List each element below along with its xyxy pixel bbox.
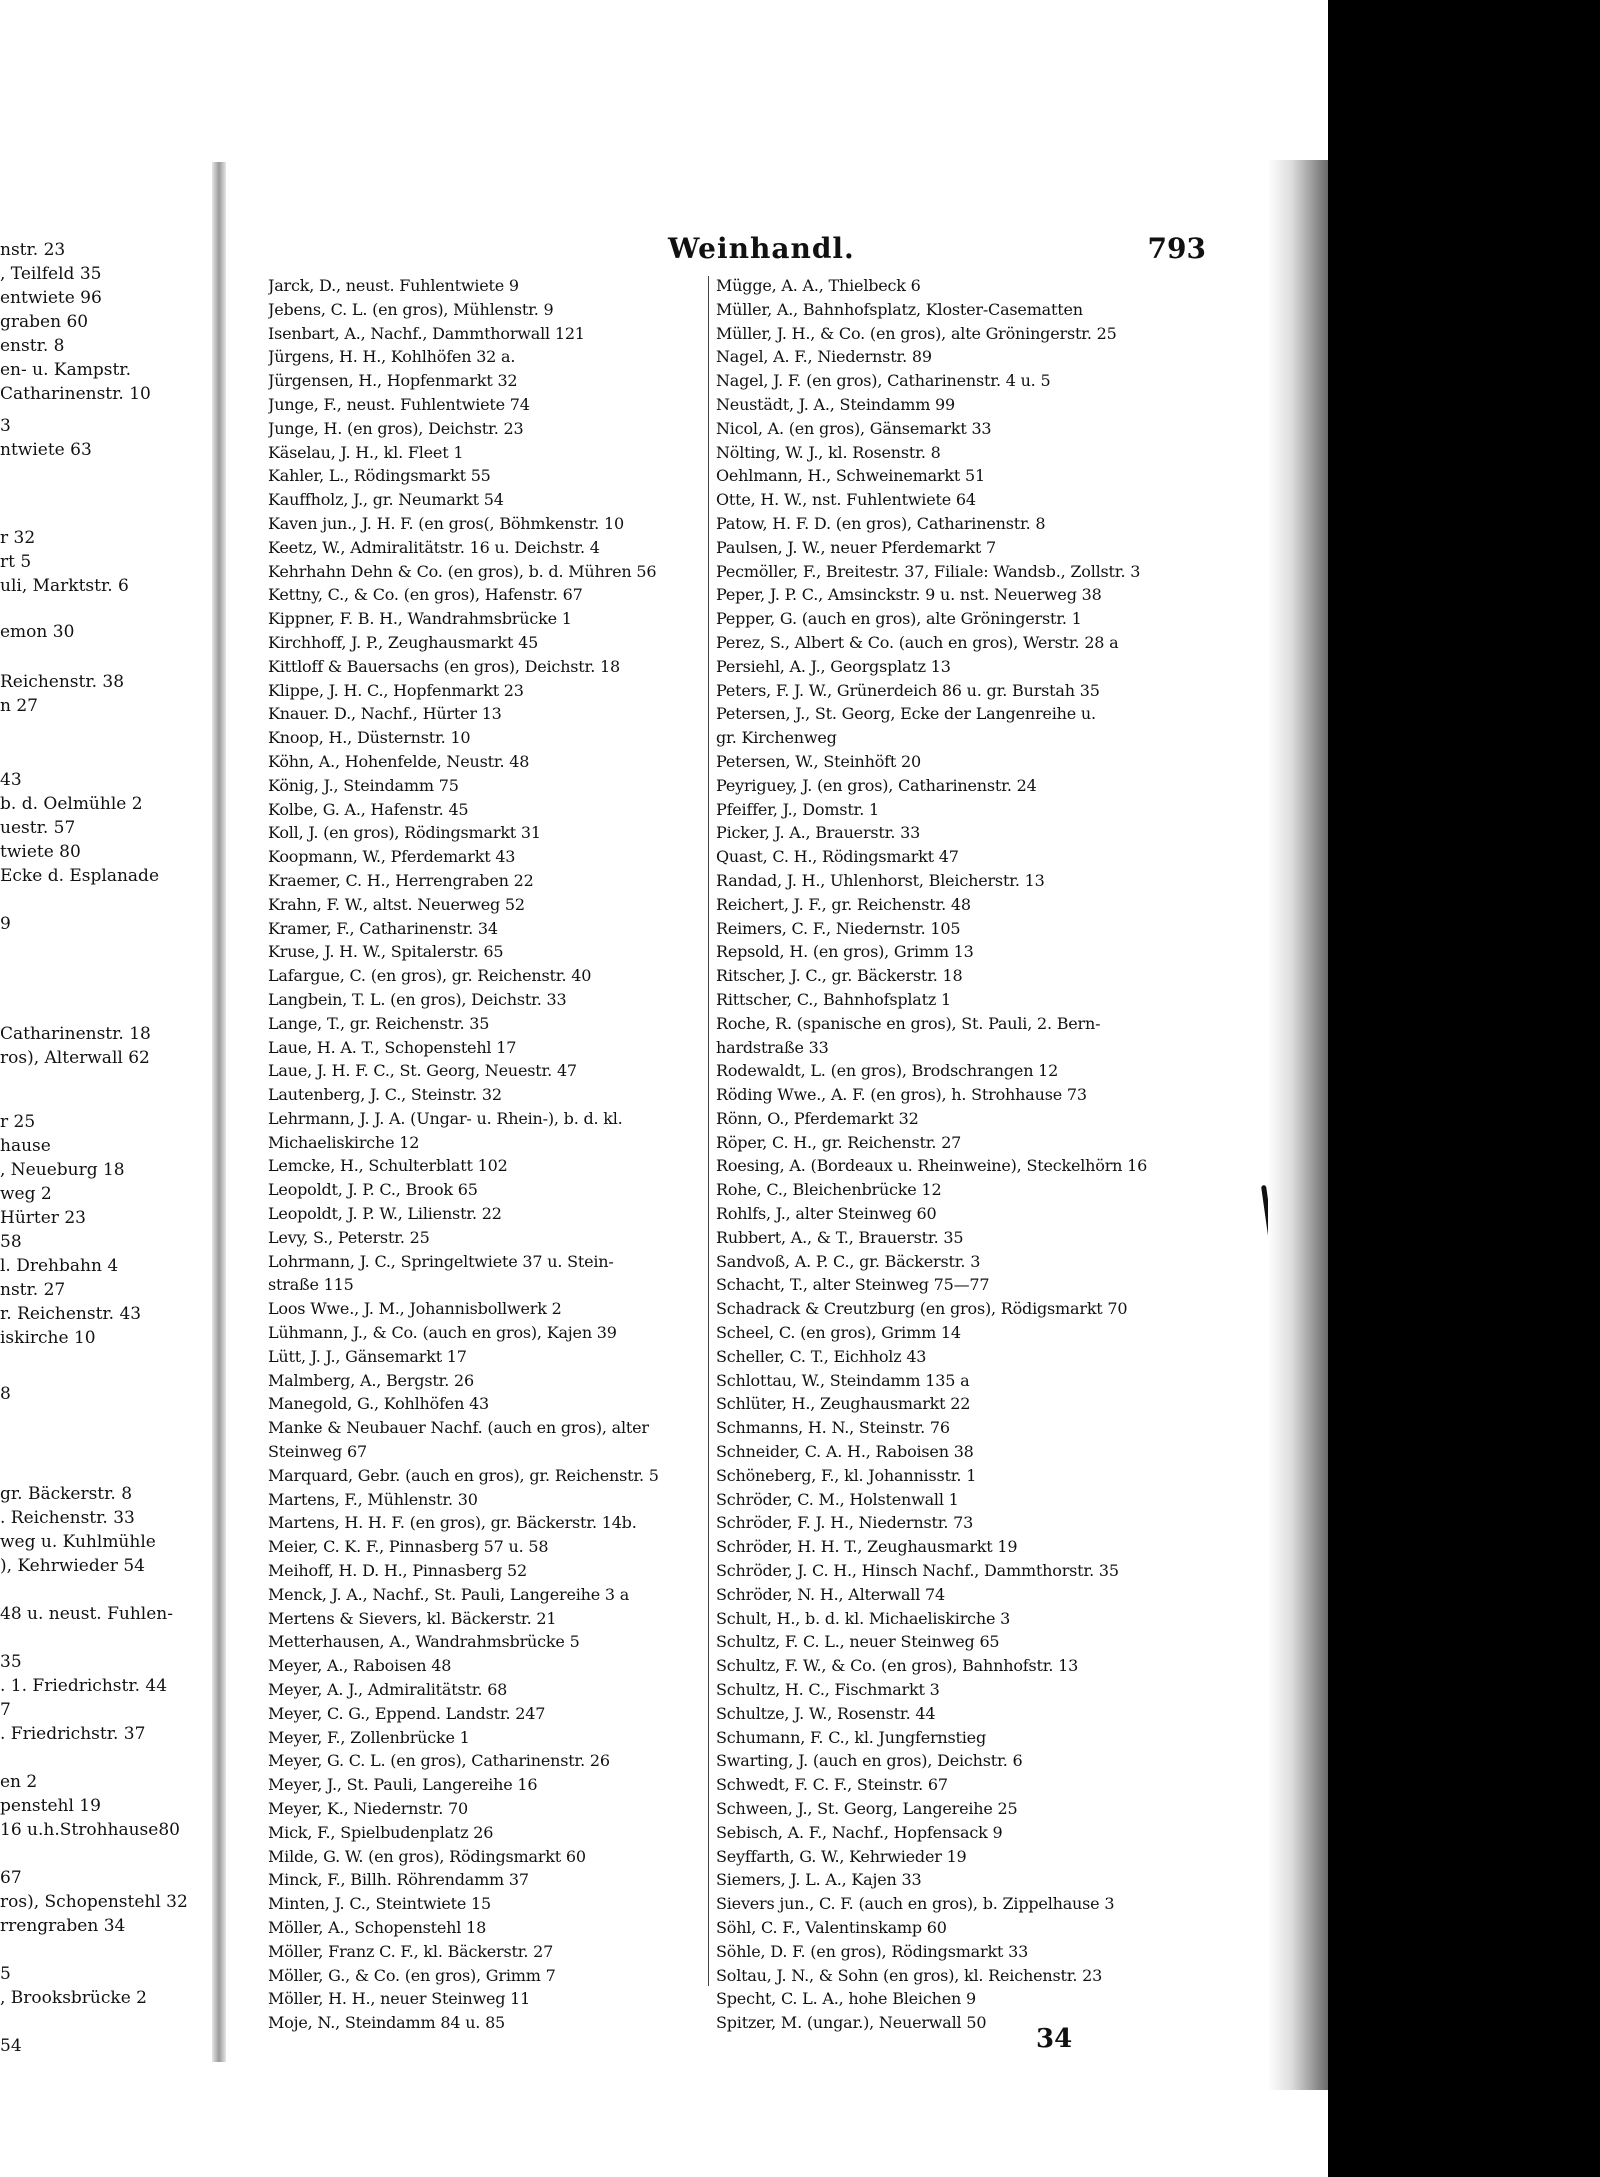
left-page-line: 48 u. neust. Fuhlen-: [0, 1604, 173, 1624]
left-page-line: , Neueburg 18: [0, 1160, 125, 1180]
directory-entry: Laue, H. A. T., Schopenstehl 17: [268, 1037, 517, 1057]
directory-entry: Rubbert, A., & T., Brauerstr. 35: [716, 1227, 964, 1247]
directory-entry: Schumann, F. C., kl. Jungfernstieg: [716, 1727, 986, 1747]
left-page-line: r 32: [0, 528, 36, 548]
directory-entry: Michaeliskirche 12: [268, 1132, 420, 1152]
directory-entry: Schröder, N. H., Alterwall 74: [716, 1584, 945, 1604]
directory-entry: Junge, F., neust. Fuhlentwiete 74: [268, 394, 530, 414]
directory-entry: Ritscher, J. C., gr. Bäckerstr. 18: [716, 966, 963, 986]
left-page-line: Hürter 23: [0, 1208, 86, 1228]
running-header-title: Weinhandl.: [668, 232, 855, 265]
left-page-line: enstr. 8: [0, 336, 65, 356]
directory-entry: Kittloff & Bauersachs (en gros), Deichstr. 18: [268, 656, 620, 676]
directory-entry: Marquard, Gebr. (auch en gros), gr. Reichenstr. 5: [268, 1465, 659, 1485]
directory-entry: Möller, Franz C. F., kl. Bäckerstr. 27: [268, 1941, 554, 1961]
left-page-line: r 25: [0, 1112, 36, 1132]
directory-entry: Perez, S., Albert & Co. (auch en gros), Werstr. 28 a: [716, 632, 1119, 652]
directory-entry: Manke & Neubauer Nachf. (auch en gros), alter: [268, 1418, 649, 1438]
directory-entry: Lafargue, C. (en gros), gr. Reichenstr. 40: [268, 966, 592, 986]
directory-entry: Müller, A., Bahnhofsplatz, Kloster-Casematten: [716, 299, 1083, 319]
directory-entry: Meihoff, H. D. H., Pinnasberg 52: [268, 1561, 528, 1581]
directory-column-right: [716, 274, 1181, 2035]
directory-entry: Leopoldt, J. P. C., Brook 65: [268, 1180, 478, 1200]
directory-entry: Minck, F., Billh. Röhrendamm 37: [268, 1870, 529, 1890]
left-page-line: ntwiete 63: [0, 440, 92, 460]
directory-entry: Spitzer, M. (ungar.), Neuerwall 50: [716, 2013, 987, 2033]
left-page-line: n 27: [0, 696, 38, 716]
directory-entry: Möller, G., & Co. (en gros), Grimm 7: [268, 1965, 556, 1985]
left-page-line: en 2: [0, 1772, 38, 1792]
left-page-line: penstehl 19: [0, 1796, 101, 1816]
right-page: [228, 150, 1268, 2070]
directory-entry: Schröder, H. H. T., Zeughausmarkt 19: [716, 1537, 1018, 1557]
directory-entry: Meier, C. K. F., Pinnasberg 57 u. 58: [268, 1537, 549, 1557]
left-page-line: emon 30: [0, 622, 75, 642]
directory-entry: Loos Wwe., J. M., Johannisbollwerk 2: [268, 1299, 562, 1319]
directory-entry: Schacht, T., alter Steinweg 75—77: [716, 1275, 990, 1295]
directory-entry: Köhn, A., Hohenfelde, Neustr. 48: [268, 751, 530, 771]
directory-entry: Rittscher, C., Bahnhofsplatz 1: [716, 989, 951, 1009]
directory-entry: Petersen, W., Steinhöft 20: [716, 751, 921, 771]
left-page-line: Catharinenstr. 18: [0, 1024, 151, 1044]
directory-entry: Schröder, J. C. H., Hinsch Nachf., Dammthorstr. 35: [716, 1561, 1119, 1581]
directory-entry: Kraemer, C. H., Herrengraben 22: [268, 870, 534, 890]
directory-entry: Martens, H. H. F. (en gros), gr. Bäckerstr. 14b.: [268, 1513, 637, 1533]
directory-entry: Levy, S., Peterstr. 25: [268, 1227, 430, 1247]
directory-entry: Steinweg 67: [268, 1442, 367, 1462]
left-page-line: gr. Bäckerstr. 8: [0, 1484, 133, 1504]
directory-entry: Sievers jun., C. F. (auch en gros), b. Zippelhause 3: [716, 1894, 1115, 1914]
directory-entry: Specht, C. L. A., hohe Bleichen 9: [716, 1989, 976, 2009]
left-page-line: 9: [0, 914, 11, 934]
directory-entry: Lohrmann, J. C., Springeltwiete 37 u. Stein-: [268, 1251, 614, 1271]
directory-entry: Randad, J. H., Uhlenhorst, Bleicherstr. 13: [716, 870, 1045, 890]
directory-entry: Schultz, H. C., Fischmarkt 3: [716, 1680, 940, 1700]
left-page-line: l. Drehbahn 4: [0, 1256, 119, 1276]
left-page-line: 5: [0, 1964, 11, 1984]
left-page-line: , Teilfeld 35: [0, 264, 102, 284]
directory-entry: Peper, J. P. C., Amsinckstr. 9 u. nst. Neuerweg 38: [716, 585, 1102, 605]
directory-entry: Moje, N., Steindamm 84 u. 85: [268, 2013, 506, 2033]
directory-entry: Metterhausen, A., Wandrahmsbrücke 5: [268, 1632, 580, 1652]
directory-entry: Quast, C. H., Rödingsmarkt 47: [716, 847, 959, 867]
directory-entry: König, J., Steindamm 75: [268, 775, 459, 795]
left-page-line: iskirche 10: [0, 1328, 96, 1348]
left-page-line: graben 60: [0, 312, 89, 332]
directory-entry: Kolbe, G. A., Hafenstr. 45: [268, 799, 469, 819]
directory-entry: Lütt, J. J., Gänsemarkt 17: [268, 1346, 467, 1366]
directory-entry: Lehrmann, J. J. A. (Ungar- u. Rhein-), b. d. kl.: [268, 1108, 623, 1128]
directory-entry: Koll, J. (en gros), Rödingsmarkt 31: [268, 823, 541, 843]
left-page-line: 7: [0, 1700, 11, 1720]
left-page-line: uestr. 57: [0, 818, 76, 838]
left-page-line: 3: [0, 416, 11, 436]
directory-entry: Schmanns, H. N., Steinstr. 76: [716, 1418, 950, 1438]
directory-entry: Kramer, F., Catharinenstr. 34: [268, 918, 498, 938]
left-page-line: 43: [0, 770, 22, 790]
directory-entry: Kahler, L., Rödingsmarkt 55: [268, 466, 491, 486]
left-page-line: 67: [0, 1868, 22, 1888]
left-page-line: 16 u.h.Strohhause80: [0, 1820, 180, 1840]
directory-entry: Laue, J. H. F. C., St. Georg, Neuestr. 47: [268, 1061, 577, 1081]
directory-column-left: [268, 274, 733, 2035]
left-page-line: 58: [0, 1232, 22, 1252]
directory-entry: Meyer, G. C. L. (en gros), Catharinenstr. 26: [268, 1751, 610, 1771]
left-page-line: entwiete 96: [0, 288, 102, 308]
directory-entry: Schultze, J. W., Rosenstr. 44: [716, 1703, 936, 1723]
directory-entry: Leopoldt, J. P. W., Lilienstr. 22: [268, 1204, 502, 1224]
directory-entry: Meyer, F., Zollenbrücke 1: [268, 1727, 470, 1747]
directory-entry: Schween, J., St. Georg, Langereihe 25: [716, 1799, 1018, 1818]
left-page-line: weg 2: [0, 1184, 52, 1204]
directory-entry: Krahn, F. W., altst. Neuerweg 52: [268, 894, 525, 914]
directory-entry: Rönn, O., Pferdemarkt 32: [716, 1108, 919, 1128]
directory-entry: Keetz, W., Admiralitätstr. 16 u. Deichstr. 4: [268, 537, 600, 557]
directory-entry: Mügge, A. A., Thielbeck 6: [716, 276, 921, 295]
directory-entry: Repsold, H. (en gros), Grimm 13: [716, 942, 974, 962]
directory-entry: Nagel, J. F. (en gros), Catharinenstr. 4 u. 5: [716, 371, 1051, 391]
left-page-line: 35: [0, 1652, 22, 1672]
directory-entry: Malmberg, A., Bergstr. 26: [268, 1370, 474, 1390]
directory-entry: Langbein, T. L. (en gros), Deichstr. 33: [268, 989, 567, 1009]
page-number: 793: [1147, 232, 1206, 265]
left-page-line: ros), Alterwall 62: [0, 1048, 150, 1068]
directory-entry: Lemcke, H., Schulterblatt 102: [268, 1156, 508, 1176]
column-divider: [708, 276, 709, 1986]
directory-entry: Neustädt, J. A., Steindamm 99: [716, 394, 956, 414]
left-page-line: twiete 80: [0, 842, 81, 862]
left-page-line: 8: [0, 1384, 11, 1404]
directory-entry: Sandvoß, A. P. C., gr. Bäckerstr. 3: [716, 1251, 981, 1271]
directory-entry: Rohlfs, J., alter Steinweg 60: [716, 1204, 937, 1224]
left-page-line: , Brooksbrücke 2: [0, 1988, 147, 2008]
left-page-line: Reichenstr. 38: [0, 672, 125, 692]
directory-entry: Peters, F. J. W., Grünerdeich 86 u. gr. Burstah 35: [716, 680, 1100, 700]
left-page-line: rt 5: [0, 552, 32, 572]
directory-entry: Kettny, C., & Co. (en gros), Hafenstr. 67: [268, 585, 583, 605]
directory-entry: Knauer. D., Nachf., Hürter 13: [268, 704, 502, 724]
left-page-line: r. Reichenstr. 43: [0, 1304, 142, 1324]
left-page-line: uli, Marktstr. 6: [0, 576, 129, 596]
directory-entry: Scheller, C. T., Eichholz 43: [716, 1346, 927, 1366]
left-page-line: rrengraben 34: [0, 1916, 126, 1936]
directory-entry: Kippner, F. B. H., Wandrahmsbrücke 1: [268, 609, 572, 629]
directory-entry: Möller, A., Schopenstehl 18: [268, 1917, 487, 1937]
directory-entry: Kauffholz, J., gr. Neumarkt 54: [268, 490, 504, 510]
scan-background: [1328, 0, 1600, 2177]
directory-entry: Käselau, J. H., kl. Fleet 1: [268, 442, 464, 462]
directory-entry: straße 115: [268, 1275, 354, 1295]
directory-entry: Petersen, J., St. Georg, Ecke der Langenreihe u.: [716, 704, 1096, 724]
directory-entry: Meyer, K., Niedernstr. 70: [268, 1799, 468, 1818]
directory-entry: Lühmann, J., & Co. (auch en gros), Kajen 39: [268, 1323, 617, 1343]
directory-entry: Lange, T., gr. Reichenstr. 35: [268, 1013, 490, 1033]
directory-entry: Kehrhahn Dehn & Co. (en gros), b. d. Mühren 56: [268, 561, 657, 581]
directory-entry: Rodewaldt, L. (en gros), Brodschrangen 12: [716, 1061, 1059, 1081]
directory-entry: Meyer, A. J., Admiralitätstr. 68: [268, 1680, 508, 1700]
directory-entry: Schult, H., b. d. kl. Michaeliskirche 3: [716, 1608, 1011, 1628]
directory-entry: Jebens, C. L. (en gros), Mühlenstr. 9: [268, 299, 554, 319]
directory-entry: gr. Kirchenweg: [716, 728, 837, 748]
directory-entry: Oehlmann, H., Schweinemarkt 51: [716, 466, 985, 486]
directory-entry: Junge, H. (en gros), Deichstr. 23: [268, 418, 524, 438]
directory-entry: Kirchhoff, J. P., Zeughausmarkt 45: [268, 632, 539, 652]
left-page-line: ros), Schopenstehl 32: [0, 1892, 188, 1912]
left-page-line: nstr. 27: [0, 1280, 66, 1300]
left-page-line: hause: [0, 1136, 51, 1156]
left-page-line: weg u. Kuhlmühle: [0, 1532, 156, 1552]
directory-entry: Schöneberg, F., kl. Johannisstr. 1: [716, 1465, 977, 1485]
directory-entry: Jarck, D., neust. Fuhlentwiete 9: [268, 276, 519, 295]
directory-entry: Kruse, J. H. W., Spitalerstr. 65: [268, 942, 504, 962]
directory-entry: Otte, H. W., nst. Fuhlentwiete 64: [716, 490, 976, 510]
directory-entry: Milde, G. W. (en gros), Rödingsmarkt 60: [268, 1846, 586, 1866]
directory-entry: Mick, F., Spielbudenplatz 26: [268, 1822, 494, 1842]
directory-entry: Müller, J. H., & Co. (en gros), alte Gröningerstr. 25: [716, 323, 1117, 343]
left-page-line: . Reichenstr. 33: [0, 1508, 135, 1528]
directory-entry: Pecmöller, F., Breitestr. 37, Filiale: Wandsb., Zollstr. 3: [716, 561, 1141, 581]
directory-entry: Reimers, C. F., Niedernstr. 105: [716, 918, 961, 938]
directory-entry: Roesing, A. (Bordeaux u. Rheinweine), Steckelhörn 16: [716, 1156, 1148, 1176]
directory-entry: Sebisch, A. F., Nachf., Hopfensack 9: [716, 1822, 1003, 1842]
directory-entry: Meyer, A., Raboisen 48: [268, 1656, 452, 1676]
directory-entry: Isenbart, A., Nachf., Dammthorwall 121: [268, 323, 585, 343]
book-binding: [212, 162, 226, 2062]
directory-entry: Schröder, F. J. H., Niedernstr. 73: [716, 1513, 974, 1533]
directory-entry: Söhle, D. F. (en gros), Rödingsmarkt 33: [716, 1941, 1029, 1961]
directory-entry: Nicol, A. (en gros), Gänsemarkt 33: [716, 418, 992, 438]
directory-entry: Schultz, F. W., & Co. (en gros), Bahnhofstr. 13: [716, 1656, 1079, 1676]
directory-entry: Mertens & Sievers, kl. Bäckerstr. 21: [268, 1608, 557, 1628]
directory-entry: Nölting, W. J., kl. Rosenstr. 8: [716, 442, 941, 462]
left-page-line: Catharinenstr. 10: [0, 384, 151, 404]
directory-entry: Jürgensen, H., Hopfenmarkt 32: [268, 371, 518, 391]
directory-entry: Schlüter, H., Zeughausmarkt 22: [716, 1394, 971, 1414]
left-page-line: . 1. Friedrichstr. 44: [0, 1676, 168, 1696]
directory-entry: Schadrack & Creutzburg (en gros), Rödigsmarkt 70: [716, 1299, 1128, 1319]
directory-entry: Manegold, G., Kohlhöfen 43: [268, 1394, 490, 1414]
directory-entry: Möller, H. H., neuer Steinweg 11: [268, 1989, 531, 2009]
directory-entry: Knoop, H., Düsternstr. 10: [268, 728, 471, 748]
directory-entry: Soltau, J. N., & Sohn (en gros), kl. Reichenstr. 23: [716, 1965, 1103, 1985]
directory-entry: Klippe, J. H. C., Hopfenmarkt 23: [268, 680, 524, 700]
left-page-line: Ecke d. Esplanade: [0, 866, 160, 886]
directory-entry: Meyer, C. G., Eppend. Landstr. 247: [268, 1703, 546, 1723]
directory-entry: Schlottau, W., Steindamm 135 a: [716, 1370, 970, 1390]
directory-entry: Patow, H. F. D. (en gros), Catharinenstr. 8: [716, 513, 1046, 533]
directory-entry: Schultz, F. C. L., neuer Steinweg 65: [716, 1632, 1000, 1652]
left-page-line: . Friedrichstr. 37: [0, 1724, 146, 1744]
directory-entry: Peyriguey, J. (en gros), Catharinenstr. 24: [716, 775, 1037, 795]
directory-entry: Pepper, G. (auch en gros), alte Gröningerstr. 1: [716, 609, 1082, 629]
directory-entry: Rohe, C., Bleichenbrücke 12: [716, 1180, 942, 1200]
signature-number: 34: [1036, 2024, 1073, 2054]
directory-entry: hardstraße 33: [716, 1037, 829, 1057]
left-page-line: nstr. 23: [0, 240, 66, 260]
directory-entry: Lautenberg, J. C., Steinstr. 32: [268, 1085, 502, 1105]
left-page-line: b. d. Oelmühle 2: [0, 794, 143, 814]
left-page-line: en- u. Kampstr.: [0, 360, 131, 380]
directory-entry: Paulsen, J. W., neuer Pferdemarkt 7: [716, 537, 996, 557]
directory-entry: Söhl, C. F., Valentinskamp 60: [716, 1917, 947, 1937]
directory-entry: Pfeiffer, J., Domstr. 1: [716, 799, 879, 819]
directory-entry: Schröder, C. M., Holstenwall 1: [716, 1489, 959, 1509]
directory-entry: Meyer, J., St. Pauli, Langereihe 16: [268, 1775, 538, 1795]
directory-entry: Schwedt, F. C. F., Steinstr. 67: [716, 1775, 948, 1795]
directory-entry: Nagel, A. F., Niedernstr. 89: [716, 347, 932, 367]
left-page-line: ), Kehrwieder 54: [0, 1556, 145, 1576]
directory-entry: Swarting, J. (auch en gros), Deichstr. 6: [716, 1751, 1023, 1771]
directory-entry: Seyffarth, G. W., Kehrwieder 19: [716, 1846, 967, 1866]
directory-entry: Picker, J. A., Brauerstr. 33: [716, 823, 921, 843]
directory-entry: Reichert, J. F., gr. Reichenstr. 48: [716, 894, 971, 914]
directory-entry: Roche, R. (spanische en gros), St. Pauli, 2. Bern-: [716, 1013, 1101, 1033]
directory-entry: Martens, F., Mühlenstr. 30: [268, 1489, 478, 1509]
directory-entry: Scheel, C. (en gros), Grimm 14: [716, 1323, 961, 1343]
left-page-line: 54: [0, 2036, 22, 2056]
directory-entry: Jürgens, H. H., Kohlhöfen 32 a.: [268, 347, 516, 367]
page-edge-shadow: [1268, 160, 1328, 2090]
directory-entry: Schneider, C. A. H., Raboisen 38: [716, 1442, 974, 1462]
left-page-fragment: [0, 150, 212, 2070]
directory-entry: Persiehl, A. J., Georgsplatz 13: [716, 656, 951, 676]
directory-entry: Minten, J. C., Steintwiete 15: [268, 1894, 491, 1914]
directory-entry: Menck, J. A., Nachf., St. Pauli, Langereihe 3 a: [268, 1584, 630, 1604]
directory-entry: Röding Wwe., A. F. (en gros), h. Strohhause 73: [716, 1085, 1087, 1105]
directory-entry: Koopmann, W., Pferdemarkt 43: [268, 847, 516, 867]
directory-entry: Röper, C. H., gr. Reichenstr. 27: [716, 1132, 962, 1152]
directory-entry: Siemers, J. L. A., Kajen 33: [716, 1870, 922, 1890]
directory-entry: Kaven jun., J. H. F. (en gros(, Böhmkenstr. 10: [268, 513, 624, 533]
